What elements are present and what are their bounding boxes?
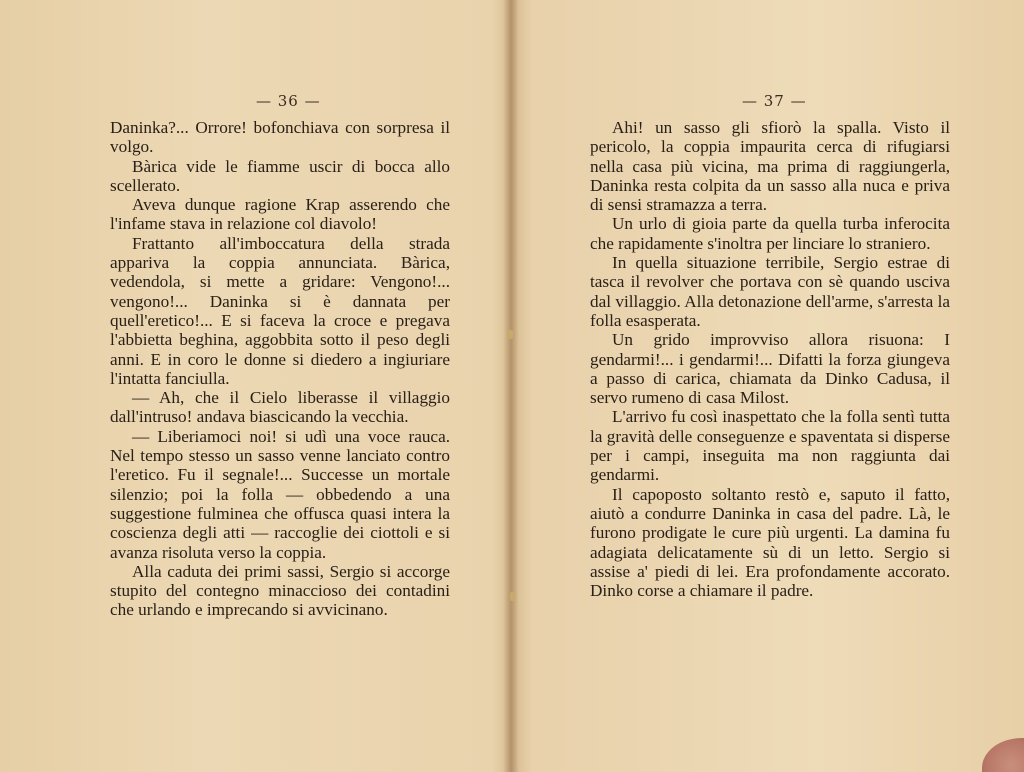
page-text: [110, 118, 450, 620]
paragraph: Un grido improvviso allora risuona: I gendarmi!... i gendarmi!... Difatti la forza giungeva a passo di carica, chiamata da Dinko Cadusa, il servo rumeno di casa Milost.: [590, 330, 950, 408]
paragraph: Daninka?... Orrore! bofonchiava con sorpresa il volgo.: [110, 118, 450, 157]
paragraph: Aveva dunque ragione Krap asserendo che l'infame stava in relazione col diavolo!: [110, 195, 450, 234]
paper-stain: [508, 330, 513, 339]
right-page: [514, 0, 1024, 772]
paragraph: — Liberiamoci noi! si udì una voce rauca. Nel tempo stesso un sasso venne lanciato contro l'eretico. Fu il segnale!... Successe un mortale silenzio; poi la folla — obbedendo a una suggestione fulminea che offusca quasi intera la coscienza degli atti — raccoglie dei ciottoli e si avanza risoluta verso la coppia.: [110, 426, 450, 562]
paragraph: Il capoposto soltanto restò e, saputo il fatto, aiutò a condurre Daninka in casa del padre. Là, le furono prodigate le cure più urgenti. La damina fu adagiata delicatamente sù di un letto. Sergio si assise a' piedi di lei. Era profondamente accorato. Dinko corse a chiamare il padre.: [590, 484, 950, 601]
left-page: [0, 0, 510, 772]
page-number: — 36 —: [256, 92, 321, 110]
paragraph: Un urlo di gioia parte da quella turba inferocita che rapidamente s'inoltra per linciare lo straniero.: [590, 214, 950, 253]
page-number: — 37 —: [742, 92, 807, 110]
paragraph: L'arrivo fu così inaspettato che la folla sentì tutta la gravità delle conseguenze e spaventata si disperse per i campi, inseguita ma non raggiunta dai gendarmi.: [590, 407, 950, 485]
paragraph: Bàrica vide le fiamme uscir di bocca allo scellerato.: [110, 156, 450, 195]
paragraph: Frattanto all'imboccatura della strada appariva la coppia annunciata. Bàrica, vedendola, si mette a gridare: Vengono!... vengono!... Daninka si è dannata per quell'eretico!... E si faceva la croce e pregava l'abbietta beghina, aggobbita sotto il peso degli anni. E in coro le donne si diedero a ingiuriare l'intatta fanciulla.: [110, 233, 450, 388]
paragraph: — Ah, che il Cielo liberasse il villaggio dall'intruso! andava biascicando la vecchia.: [110, 388, 450, 427]
paragraph: Ahi! un sasso gli sfiorò la spalla. Visto il pericolo, la coppia impaurita cerca di rifugiarsi nella casa più vicina, ma prima di raggiungerla, Daninka resta colpita da un sasso alla nuca e priva di sensi stramazza a terra.: [590, 118, 950, 215]
page-text: [590, 118, 950, 600]
paragraph: Alla caduta dei primi sassi, Sergio si accorge stupito del contegno minaccioso dei contadini che urlando e imprecando si avvicinano.: [110, 561, 450, 620]
paragraph: In quella situazione terribile, Sergio estrae di tasca il revolver che portava con sè quando usciva dal villaggio. Alla detonazione dell'arme, s'arresta la folla esasperata.: [590, 253, 950, 330]
